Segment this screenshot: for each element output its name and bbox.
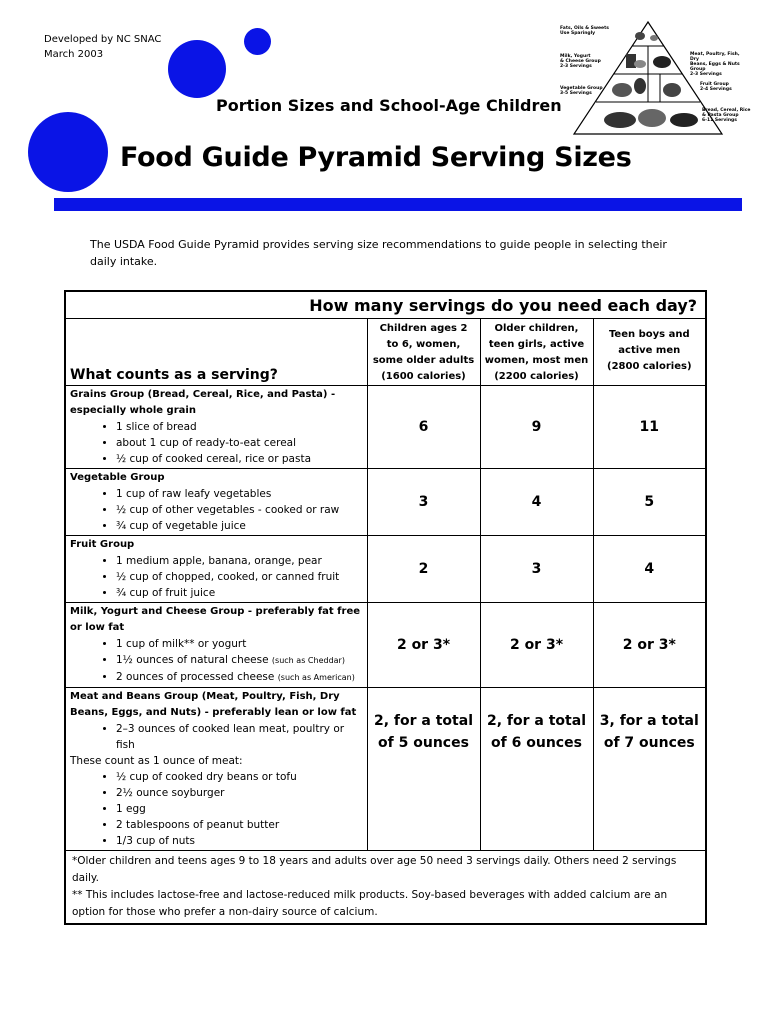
list-item: • 2½ ounce soyburger xyxy=(116,785,363,801)
list-item: • ½ cup of cooked cereal, rice or pasta xyxy=(116,451,363,467)
meat-servings-2200 xyxy=(480,688,593,851)
list-item-text: 2 ounces of processed cheese xyxy=(116,671,275,683)
fruit-description xyxy=(65,536,367,603)
milk-list xyxy=(70,636,363,686)
fruit-servings-1600: 2 xyxy=(367,536,480,603)
page-subtitle: Portion Sizes and School-Age Children xyxy=(216,96,562,115)
table-top-header-row xyxy=(65,291,706,319)
pyramid-label-bread: Bread, Cereal, Rice & Pasta Group 6-11 Servings xyxy=(702,108,751,123)
milk-title: Milk, Yogurt and Cheese Group - preferably fat free or low fat xyxy=(70,606,361,633)
table-row-meat xyxy=(65,688,706,851)
list-item xyxy=(116,652,363,669)
meat-description xyxy=(65,688,367,851)
vegetable-servings-1600: 3 xyxy=(367,469,480,536)
list-item xyxy=(116,669,363,686)
title-underline-bar xyxy=(54,198,742,211)
meat-servings-line: of 6 ounces xyxy=(491,735,582,751)
meat-servings-line: 2, for a total xyxy=(374,713,473,729)
list-item: • ¾ cup of fruit juice xyxy=(116,585,363,601)
pyramid-label-vegetable: Vegetable Group 3-5 Servings xyxy=(560,86,603,96)
column-header-line: women, most men xyxy=(484,355,589,366)
fruit-title: Fruit Group xyxy=(70,539,135,550)
table-row-footnotes xyxy=(65,851,706,925)
decor-circle-medium xyxy=(168,40,226,98)
list-item: • 1 medium apple, banana, orange, pear xyxy=(116,553,363,569)
table-row-vegetable xyxy=(65,469,706,536)
intro-paragraph: The USDA Food Guide Pyramid provides serving size recommendations to guide people in selecting their daily intake. xyxy=(90,238,667,268)
meat-servings-1600 xyxy=(367,688,480,851)
list-item: • 1 cup of raw leafy vegetables xyxy=(116,486,363,502)
fruit-servings-2200: 3 xyxy=(480,536,593,603)
footnote-1: *Older children and teens ages 9 to 18 years and adults over age 50 need 3 servings daily. Others need 2 servings daily. xyxy=(72,855,677,884)
column-header-1600 xyxy=(367,319,480,386)
footnotes-cell xyxy=(65,851,706,925)
list-item: • ½ cup of other vegetables - cooked or raw xyxy=(116,502,363,518)
vegetable-title: Vegetable Group xyxy=(70,472,165,483)
grains-servings-2200: 9 xyxy=(480,386,593,469)
list-item: • 1 egg xyxy=(116,801,363,817)
column-header-line: (1600 calories) xyxy=(381,371,466,382)
pyramid-label-fats: Fats, Oils & Sweets Use Sparingly xyxy=(560,26,609,36)
credit-developer: Developed by NC SNAC xyxy=(44,34,162,45)
list-item: • ½ cup of chopped, cooked, or canned fruit xyxy=(116,569,363,585)
grains-servings-2800: 11 xyxy=(593,386,706,469)
column-header-2200 xyxy=(480,319,593,386)
meat-servings-line: 2, for a total xyxy=(487,713,586,729)
table-row-fruit xyxy=(65,536,706,603)
table-column-header-row xyxy=(65,319,706,386)
meat-equivalents-note: These count as 1 ounce of meat: xyxy=(70,755,243,767)
column-header-line: some older adults xyxy=(372,355,475,366)
column-header-line: Older children, xyxy=(494,323,579,334)
pyramid-label-milk: Milk, Yogurt & Cheese Group 2-3 Servings xyxy=(560,54,601,69)
list-item: • 1 cup of milk** or yogurt xyxy=(116,636,363,652)
table-row-milk xyxy=(65,603,706,688)
what-counts-header: What counts as a serving? xyxy=(65,319,367,386)
serving-size-table xyxy=(64,290,707,925)
page-title: Food Guide Pyramid Serving Sizes xyxy=(120,142,632,173)
column-header-line: Teen boys and xyxy=(608,329,690,340)
credit-date: March 2003 xyxy=(44,49,104,60)
fruit-servings-2800: 4 xyxy=(593,536,706,603)
meat-servings-2800 xyxy=(593,688,706,851)
list-item: • 2–3 ounces of cooked lean meat, poultry or fish xyxy=(116,721,363,753)
decor-circle-small xyxy=(244,28,271,55)
footnote-2: ** This includes lactose-free and lactose-reduced milk products. Soy-based beverages with added calcium are an option for those who prefer a non-dairy source of calcium. xyxy=(72,889,668,918)
column-header-2800 xyxy=(593,319,706,386)
servings-question-header: How many servings do you need each day? xyxy=(65,291,706,319)
milk-servings-2200: 2 or 3* xyxy=(480,603,593,688)
milk-description xyxy=(65,603,367,688)
grains-title: Grains Group (Bread, Cereal, Rice, and Pasta) - especially whole grain xyxy=(70,389,336,416)
meat-equivalents-list xyxy=(70,769,363,849)
decor-circle-large xyxy=(28,112,108,192)
vegetable-servings-2800: 5 xyxy=(593,469,706,536)
credit-block xyxy=(44,32,161,62)
milk-servings-1600: 2 or 3* xyxy=(367,603,480,688)
column-header-line: to 6, women, xyxy=(386,339,461,350)
pyramid-label-fruit: Fruit Group 2-4 Servings xyxy=(700,82,732,92)
column-header-line: (2200 calories) xyxy=(494,371,579,382)
list-item: • 1/3 cup of nuts xyxy=(116,833,363,849)
meat-title: Meat and Beans Group (Meat, Poultry, Fish, Dry Beans, Eggs, and Nuts) - preferably lean or low fat xyxy=(70,691,357,718)
meat-servings-line: of 5 ounces xyxy=(378,735,469,751)
meat-servings-line: 3, for a total xyxy=(599,713,699,729)
column-header-line: (2800 calories) xyxy=(607,361,692,372)
grains-servings-1600: 6 xyxy=(367,386,480,469)
column-header-line: Children ages 2 xyxy=(379,323,468,334)
grains-description xyxy=(65,386,367,469)
list-item: • ¾ cup of vegetable juice xyxy=(116,518,363,534)
vegetable-description xyxy=(65,469,367,536)
vegetable-list xyxy=(70,486,363,534)
column-header-line: active men xyxy=(618,345,681,356)
list-item-note: (such as Cheddar) xyxy=(271,656,345,665)
milk-servings-2800: 2 or 3* xyxy=(593,603,706,688)
fruit-list xyxy=(70,553,363,601)
meat-servings-line: of 7 ounces xyxy=(603,735,695,751)
list-item: • ½ cup of cooked dry beans or tofu xyxy=(116,769,363,785)
vegetable-servings-2200: 4 xyxy=(480,469,593,536)
list-item-text: 1½ ounces of natural cheese xyxy=(116,654,269,666)
meat-main-list xyxy=(70,721,363,753)
pyramid-label-meat: Meat, Poultry, Fish, Dry Beans, Eggs & Nuts Group 2-3 Servings xyxy=(690,52,740,77)
grains-list xyxy=(70,419,363,467)
list-item: • about 1 cup of ready-to-eat cereal xyxy=(116,435,363,451)
list-item: • 2 tablespoons of peanut butter xyxy=(116,817,363,833)
column-header-line: teen girls, active xyxy=(488,339,585,350)
table-row-grains xyxy=(65,386,706,469)
food-pyramid-illustration xyxy=(560,20,750,138)
list-item: • 1 slice of bread xyxy=(116,419,363,435)
list-item-note: (such as American) xyxy=(277,673,355,682)
